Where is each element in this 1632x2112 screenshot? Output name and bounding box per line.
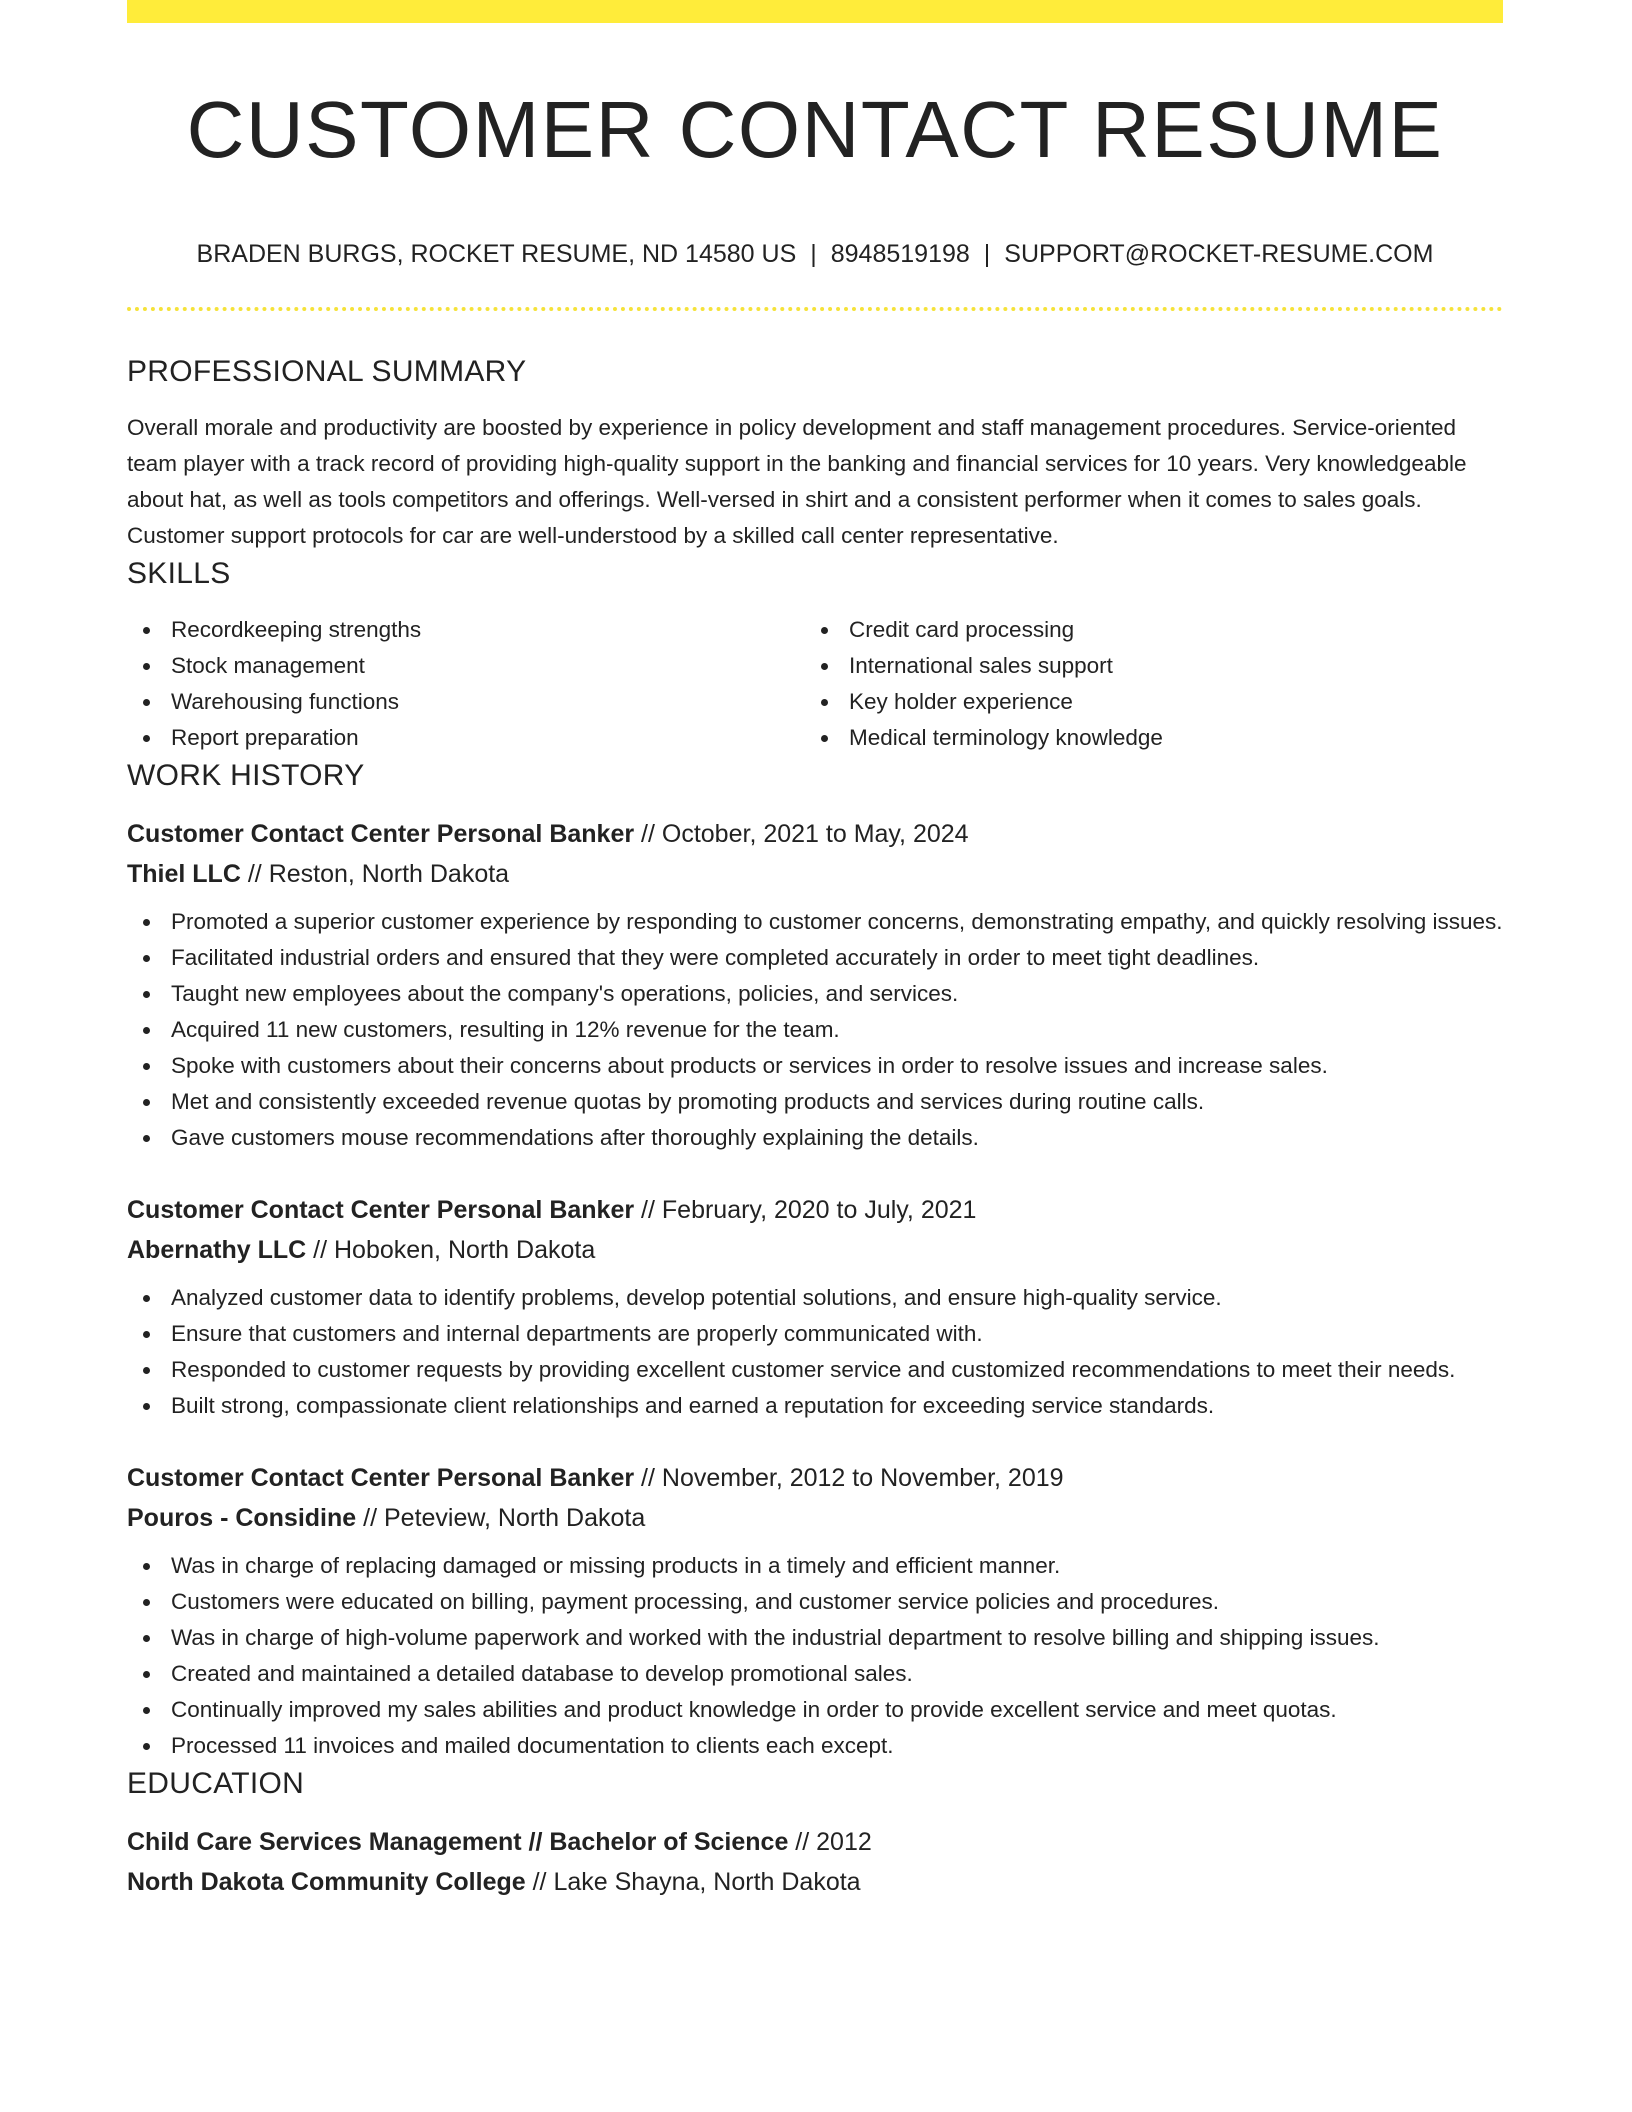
job-bullet: Responded to customer requests by providing excellent customer service and customized recommendations to meet their needs. [127,1352,1503,1388]
job-title: Customer Contact Center Personal Banker [127,820,635,848]
job-company: Abernathy LLC [127,1236,307,1264]
education-school-line [127,1862,1503,1902]
education-degree: Child Care Services Management // Bachelor of Science [127,1828,789,1856]
job-title-line [127,814,1503,854]
skill-item: Warehousing functions [127,684,805,720]
job-bullets [127,1548,1503,1764]
job-bullet: Promoted a superior customer experience by responding to customer concerns, demonstrating empathy, and quickly resolving issues. [127,904,1503,940]
education-divider: // [525,1868,554,1896]
job-entry [127,814,1503,1156]
resume-body [127,352,1503,1902]
job-bullets [127,904,1503,1156]
job-bullet: Spoke with customers about their concerns about products or services in order to resolve issues and increase sales. [127,1048,1503,1084]
job-bullet: Customers were educated on billing, payment processing, and customer service policies and procedures. [127,1584,1503,1620]
job-divider: // [356,1504,384,1532]
job-bullet: Taught new employees about the company's operations, policies, and services. [127,976,1503,1012]
contact-email: SUPPORT@ROCKET-RESUME.COM [1004,240,1434,268]
resume-title: CUSTOMER CONTACT RESUME [186,85,1444,174]
job-company: Pouros - Considine [127,1504,357,1532]
skill-item: International sales support [805,648,1483,684]
education-location: Lake Shayna, North Dakota [553,1868,861,1896]
contact-phone: 8948519198 [830,240,970,268]
job-bullet: Created and maintained a detailed database to develop promotional sales. [127,1656,1503,1692]
skills-column-left [127,612,805,756]
job-divider: // [306,1236,334,1264]
job-company-line [127,854,1503,894]
job-bullet: Built strong, compassionate client relationships and earned a reputation for exceeding service standards. [127,1388,1503,1424]
job-title: Customer Contact Center Personal Banker [127,1464,635,1492]
contact-address: BRADEN BURGS, ROCKET RESUME, ND 14580 US [196,240,797,268]
job-company-line [127,1498,1503,1538]
job-title: Customer Contact Center Personal Banker [127,1196,635,1224]
job-bullet: Met and consistently exceeded revenue quotas by promoting products and services during routine calls. [127,1084,1503,1120]
education-heading: EDUCATION [127,1767,305,1800]
job-title-line [127,1458,1503,1498]
contact-line [127,236,1503,272]
job-divider: // [634,1464,662,1492]
skill-item: Credit card processing [805,612,1483,648]
skills-heading: SKILLS [127,557,231,590]
job-dates: October, 2021 to May, 2024 [661,820,969,848]
job-title-line [127,1190,1503,1230]
job-location: Peteview, North Dakota [383,1504,646,1532]
work-history-heading: WORK HISTORY [127,759,365,792]
skill-item: Key holder experience [805,684,1483,720]
skills-list [127,612,1503,756]
summary-heading: PROFESSIONAL SUMMARY [127,355,527,388]
job-bullet: Gave customers mouse recommendations after thoroughly explaining the details. [127,1120,1503,1156]
education-year: 2012 [816,1828,872,1856]
skill-item: Report preparation [127,720,805,756]
education-school: North Dakota Community College [127,1868,526,1896]
skills-column-right [805,612,1483,756]
contact-separator: | [810,240,817,268]
job-bullets [127,1280,1503,1424]
job-entry [127,1458,1503,1764]
skill-item: Medical terminology knowledge [805,720,1483,756]
accent-top-bar [127,0,1503,23]
job-bullet: Acquired 11 new customers, resulting in 12% revenue for the team. [127,1012,1503,1048]
job-divider: // [634,820,662,848]
job-bullet: Processed 11 invoices and mailed documentation to clients each except. [127,1728,1503,1764]
job-dates: February, 2020 to July, 2021 [661,1196,977,1224]
job-bullet: Was in charge of replacing damaged or missing products in a timely and efficient manner. [127,1548,1503,1584]
job-divider: // [240,860,269,888]
summary-text: Overall morale and productivity are boosted by experience in policy development and staff management procedures. Service-oriented team player with a track record of providing high-quality support in the banking and financial services for 10 years. Very knowledgeable about hat, as well as tools competitors and offerings. Well-versed in shirt and a consistent performer when it comes to sales goals. Customer support protocols for car are well-understood by a skilled call center representative. [127,415,1467,548]
job-bullet: Analyzed customer data to identify problems, develop potential solutions, and ensure high-quality service. [127,1280,1503,1316]
job-bullet: Ensure that customers and internal departments are properly communicated with. [127,1316,1503,1352]
job-bullet: Facilitated industrial orders and ensured that they were completed accurately in order to meet tight deadlines. [127,940,1503,976]
job-dates: November, 2012 to November, 2019 [661,1464,1064,1492]
job-entry [127,1190,1503,1424]
job-location: Reston, North Dakota [268,860,510,888]
education-divider: // [788,1828,817,1856]
education-entry [127,1822,1503,1902]
job-location: Hoboken, North Dakota [333,1236,596,1264]
skill-item: Stock management [127,648,805,684]
job-divider: // [634,1196,662,1224]
skill-item: Recordkeeping strengths [127,612,805,648]
job-company-line [127,1230,1503,1270]
job-bullet: Continually improved my sales abilities and product knowledge in order to provide excellent service and meet quotas. [127,1692,1503,1728]
education-degree-line [127,1822,1503,1862]
job-company: Thiel LLC [127,860,241,888]
dotted-divider [127,307,1503,311]
job-bullet: Was in charge of high-volume paperwork and worked with the industrial department to resolve billing and shipping issues. [127,1620,1503,1656]
contact-separator: | [983,240,991,268]
